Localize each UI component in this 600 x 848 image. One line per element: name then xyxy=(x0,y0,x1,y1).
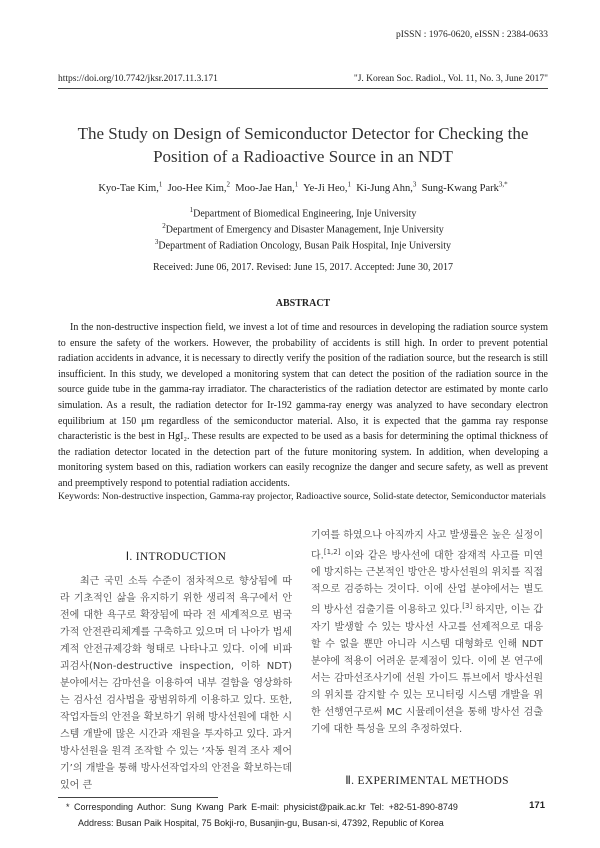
section-heading-introduction: Ⅰ. INTRODUCTION xyxy=(125,551,227,563)
intro-left-column: 최근 국민 소득 수준이 점차적으로 향상됨에 따라 기초적인 삶을 유지하기 위한 생리적 욕구에서 안전에 대한 욕구로 확장됨에 따라 전 세계적으로 범국가적 안전관리체계를 구축하고 있으며 더 나아가 법세계적 안전규제강화 형태로 나타나고 있다. 이에 비파괴검사(Non-destructive inspection, 이하 NDT) 분야에서는 감마선을 이용하여 내부 결함을 영상화하는 검사선 검사법을 광범위하게 이용하고 있다. 또한, 작업자들의 안전을 확보하기 위해 방사선원에 대한 시스템 개발에 많은 시간과 재원을 투자하고 있다. 과거 방사선원을 원격 조작할 수 있는 ‘자동 원격 조사 제어기’의 개발을 통해 방사선작업자의 안전을 확보하는데 있어 큰 xyxy=(60,576,292,791)
abstract-heading: ABSTRACT xyxy=(275,298,331,309)
issn-line: pISSN : 1976-0620, eISSN : 2384-0633 xyxy=(395,30,548,40)
footnote-rule xyxy=(58,797,218,798)
author-list xyxy=(58,180,548,194)
intro-right-text-1: 기여를 하였으나 아직까지 사고 발생률은 높은 실정이다. xyxy=(311,530,543,562)
author: Moo-Jae Han,$^1$ xyxy=(235,180,299,194)
affiliation-2: $^2$Department of Emergency and Disaster Management, Inje University xyxy=(162,222,444,236)
intro-right-column xyxy=(311,527,543,738)
title-line-2: Position of a Radioactive Source in an NDT xyxy=(153,147,453,166)
intro-right-text-3: 하지만, 이는 갑자기 발생할 수 있는 방사선 사고를 선제적으로 대응할 수 없을 뿐만 아니라 시스템 대형화로 인해 NDT 분야에 적용이 어려운 문제점이 있다. 이에 본 연구에서는 감마선조사기에 선원 가이드 튜브에서 방사선원의 위치를 감지할 수 있는 모니터링 시스템 개발을 위한 선행연구로써 MC 시뮬레이션을 통해 방사선 검출기에 대한 특성을 모의 추정하였다. xyxy=(311,604,543,735)
received-dates: Received: June 06, 2017. Revised: June 15, 2017. Accepted: June 30, 2017 xyxy=(153,262,453,273)
paper-title xyxy=(58,122,548,168)
abstract-body: In the non-destructive inspection field, we invest a lot of time and resources in developing the radiation source system to ensure the safety of the workers. However, the probability of accidents is still high. In order to prevent potential radiation accidents in advance, it is necessary to directly verify the position of the radiation source, but the research is still insufficient. In this study, we developed a monitoring system that can detect the position of the radiation source in the source guide tube in the gamma-ray irradiator. The characteristics of the radiation detector are estimated by monte carlo simulation. As a result, the radiation detector for Ir-192 gamma-ray energy was analyzed to have secondary electron equilibrium at 150 μm regardless of the semiconductor material. Also, it is expected that the gamma ray response characteristic is the best in HgI₂. These results are expected to be used as a basis for determining the optimal thickness of the radiation detector located in the detection part of the future monitoring system. In addition, when developing a monitoring system based on this, radiation workers can easily recognize the danger and secure safety, as well as prevent and preemptively respond to potential radiation accidents. xyxy=(58,322,548,489)
corresponding-author-footnote: * Corresponding Author: Sung Kwang Park E-mail: physicist@paik.ac.kr Tel: +82-51-890-8749 xyxy=(66,802,458,812)
journal-citation: "J. Korean Soc. Radiol., Vol. 11, No. 3, June 2017" xyxy=(353,74,548,84)
citation-3[interactable]: [3] xyxy=(462,602,473,611)
author: Joo-Hee Kim,$^2$ xyxy=(167,180,230,194)
keywords: Keywords: Non-destructive inspection, Gamma-ray projector, Radioactive source, Solid-state detector, Semiconductor materials xyxy=(58,492,546,502)
intro-right-text-2: 이와 같은 방사선에 대한 잠재적 사고를 미연에 방지하는 근본적인 방안은 방사선원의 위치를 직접적으로 검증하는 것이다. 이에 산업 분야에서는 별도의 방사선 검출기를 이용하고 있다. xyxy=(311,550,543,616)
address-footnote: Address: Busan Paik Hospital, 75 Bokji-ro, Busanjin-gu, Busan-si, 47392, Republic of Korea xyxy=(78,818,444,828)
affiliation-3: $^3$Department of Radiation Oncology, Busan Paik Hospital, Inje University xyxy=(154,238,452,252)
author: Kyo-Tae Kim,$^1$ xyxy=(98,180,163,194)
header-rule xyxy=(58,88,548,89)
author: Sung-Kwang Park$^{3,*}$ xyxy=(421,180,508,194)
section-heading-experimental-methods: Ⅱ. EXPERIMENTAL METHODS xyxy=(345,775,509,787)
title-line-1: The Study on Design of Semiconductor Detector for Checking the xyxy=(77,124,529,143)
affiliation-1: $^1$Department of Biomedical Engineering, Inje University xyxy=(189,206,417,220)
citation-1-2[interactable]: [1,2] xyxy=(323,548,341,556)
author: Ki-Jung Ahn,$^3$ xyxy=(356,180,417,194)
doi-link[interactable]: https://doi.org/10.7742/jksr.2017.11.3.171 xyxy=(58,74,218,84)
page-number: 171 xyxy=(529,800,545,811)
author: Ye-Ji Heo,$^1$ xyxy=(303,180,352,194)
